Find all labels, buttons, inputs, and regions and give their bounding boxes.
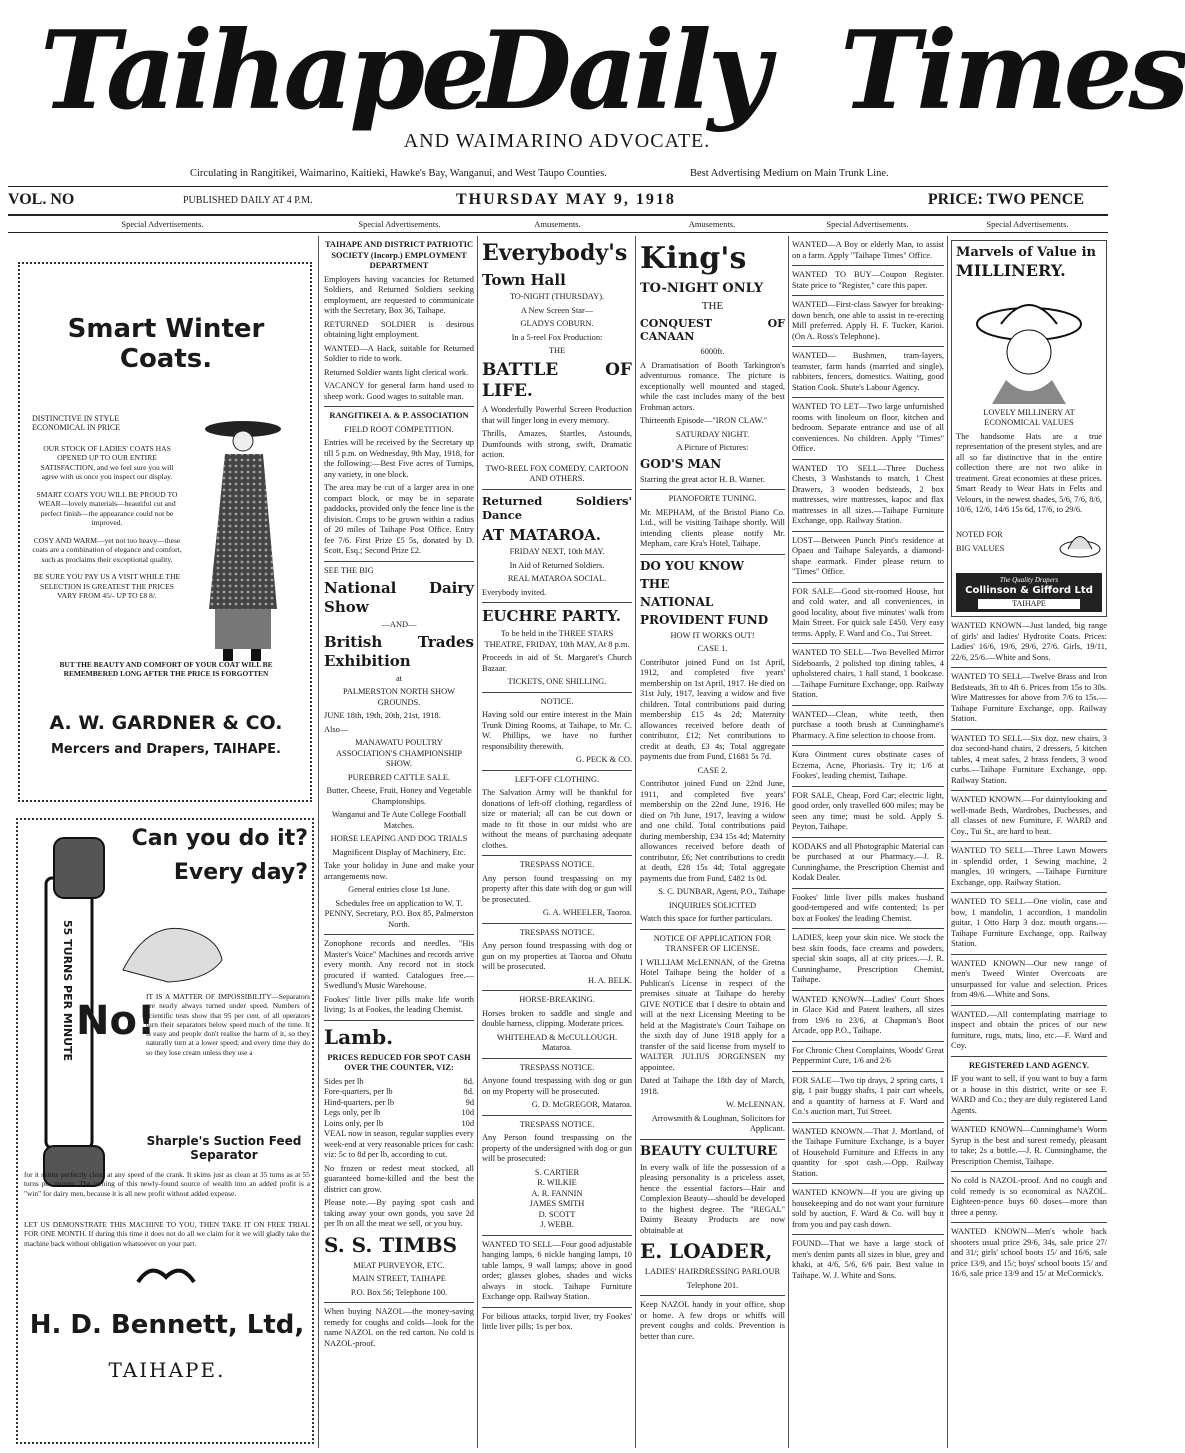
price-item: Loins only, per lb	[324, 1118, 384, 1128]
divider	[640, 929, 785, 930]
divider	[482, 855, 632, 856]
classified-ad: WANTED KNOWN—Men's whole back shooters usual price 29/6, 34s, sale price 27/ and 31/; girls' school boots 15/ and 16/6, sale price 13/9, and 15/; boys' school boots 15/ and 16/6, sale price 13/9 and 15/ at McCormick's.	[951, 1227, 1107, 1278]
issue-price: PRICE: TWO PENCE	[927, 191, 1084, 208]
divider	[482, 1058, 632, 1059]
divider	[792, 459, 944, 460]
price-item: Legs only, per lb	[324, 1108, 381, 1117]
kings-title: King's	[640, 241, 747, 276]
ad-text: To be held in the THREE STARS THEATRE, FRIDAY, 10th MAY, At 8 p.m.	[484, 629, 630, 649]
separator-firm: H. D. Bennett, Ltd,	[29, 1310, 305, 1340]
logo-name: Collinson & Gifford Ltd	[965, 584, 1093, 596]
npf-heading: DO YOU KNOW	[640, 558, 745, 573]
ad-text: Please note.—By paying spot cash and taking away your own goods, you save 2d per lb on all the meat we sell, or you buy.	[324, 1198, 474, 1228]
dateline	[8, 191, 1108, 213]
divider	[792, 643, 944, 644]
ad-text: Any Person found trespassing on the property of the undersigned with dog or gun will be prosecuted:	[482, 1133, 632, 1163]
masthead-title-word-3: Times	[840, 8, 1185, 134]
ad-text: SEE THE BIG	[324, 565, 374, 575]
divider	[792, 295, 944, 296]
classified-ad: WANTED.—All contemplating marriage to inspect and obtain the prices of our new furniture, rugs, mats, lino, etc.—F. Ward and Coy.	[951, 1009, 1107, 1050]
classified-ad: WANTED TO SELL—Three Duchess Chests, 3 Washstands to match, 1 Chest Drawers, 3 wooden bedsteads, 2 box mattresses, wire mattresses, kapoc and flax mattresses in all sizes.—Taihape Furniture Exchange, opp. Railway Station.	[792, 463, 944, 525]
divider	[951, 729, 1107, 730]
classified-ad: WANTED— Bushmen, tram-layers, teamster, farm hands (married and single), rabbiters, fencers, domestics. Waiting, good Station Cook. Shute's Labour Agency.	[792, 351, 944, 392]
ad-signature: H. A. BELK.	[588, 975, 632, 985]
kings-when: TO-NIGHT ONLY	[640, 280, 764, 296]
notice-heading: TRESPASS NOTICE.	[519, 1062, 595, 1072]
divider	[951, 790, 1107, 791]
divider	[792, 745, 944, 746]
masthead-title-word-1: Taihape	[40, 8, 486, 134]
classified-ad: WANTED KNOWN—Cunninghame's Worm Syrup is the best and surest remedy, pleasant to take; 2s a bottle.—J. R. Cunninghame, the Prescription Chemist, Taihape.	[951, 1125, 1107, 1166]
hat-illustration	[1058, 519, 1102, 569]
ad-text: Also—	[324, 724, 349, 734]
coats-paragraph: BE SURE YOU PAY US A VISIT WHILE THE SELECTION IS GREATEST THE PRICES VARY FROM 45/- UP TO £8 8/.	[33, 572, 181, 601]
sharples-separator-ad	[16, 818, 314, 1444]
case-heading: CASE 2.	[697, 765, 728, 775]
divider	[792, 397, 944, 398]
signatory: JAMES SMITH	[529, 1199, 585, 1208]
ad-text: Everybody invited.	[482, 587, 547, 597]
column-rule	[318, 236, 319, 1448]
coats-closing: BUT THE BEAUTY AND COMFORT OF YOUR COAT WILL BE REMEMBERED LONG AFTER THE PRICE IS FORGOTTEN	[59, 660, 273, 678]
coats-paragraph: OUR STOCK OF LADIES' COATS HAS OPENED UP TO OUR ENTIRE SATISFACTION, and we feel sure you will agree with us once you inspect our display.	[40, 444, 174, 482]
price-item: Hind-quarters, per lb	[324, 1097, 395, 1107]
loader-name: E. LOADER,	[640, 1239, 773, 1264]
millinery-noted	[956, 519, 1102, 569]
divider	[640, 489, 785, 490]
ad-text: A Wonderfully Powerful Screen Production that will linger long in every memory.	[482, 405, 632, 425]
notice-heading: NOTICE.	[540, 696, 574, 706]
ad-text: MAIN STREET, TAIHAPE	[352, 1274, 446, 1283]
divider	[792, 1071, 944, 1072]
ad-text: RETURNED SOLDIER is desirous obtaining light employment.	[324, 319, 474, 339]
divider	[792, 705, 944, 706]
lamb-subheading: PRICES REDUCED FOR SPOT CASH OVER THE COUNTER, VIZ:	[327, 1052, 471, 1072]
divider	[792, 531, 944, 532]
divider	[792, 1122, 944, 1123]
ad-text: THE	[548, 346, 566, 356]
classified-ad: WANTED—A Boy or elderly Man, to assist on a farm. Apply "Taihape Times" Office.	[792, 240, 944, 260]
euchre-title: EUCHRE PARTY.	[482, 607, 621, 626]
ad-text: In every walk of life the possession of a pleasing personality is a priceless asset, hence the essential factors—Hair and Complexion Beauty—should be developed to the highest degree. The "REGAL" Dainty Beauty Products are now obtainable at	[640, 1162, 785, 1235]
divider	[792, 582, 944, 583]
notice-heading: TRESPASS NOTICE.	[519, 1119, 595, 1129]
ad-text: PALMERSTON NORTH SHOW GROUNDS.	[342, 687, 456, 707]
ad-text: Entries will be received by the Secretary up till 5 p.m. on Wednesday, 9th May, 1918, for the following:—Best Five acres of Turnips, any variety, in one block.	[324, 438, 474, 479]
ad-text: Watch this space for further particulars.	[640, 914, 773, 923]
divider	[792, 346, 944, 347]
divider	[482, 1115, 632, 1116]
price-value: 9d	[465, 1097, 474, 1107]
coats-paragraph: SMART COATS YOU WILL BE PROUD TO WEAR—lovely materials—beautiful cut and perfect finish—the appearance could not be improved.	[36, 489, 178, 528]
ad-text: Butter, Cheese, Fruit, Honey and Vegetable Championships.	[326, 786, 472, 806]
beauty-culture-title: BEAUTY CULTURE	[640, 1143, 778, 1159]
column-heading: Amusements.	[534, 219, 581, 229]
ad-text: Schedules free on application to W. T. PENNY, Secretary, P.O. Box 85, Palmerston North.	[324, 898, 474, 929]
npf-subheading: HOW IT WORKS OUT!	[670, 630, 755, 640]
price-value: 10d	[461, 1108, 474, 1117]
separator-town: TAIHAPE.	[108, 1358, 226, 1382]
noted-label: NOTED FOR	[956, 530, 1003, 540]
separator-offer: LET US DEMONSTRATE THIS MACHINE TO YOU, THEN TAKE IT ON FREE TRIAL FOR ONE MONTH. If during this time it does not do all we claim for it we will gladly take the machine back without obligation whatsoever on your part.	[24, 1220, 310, 1248]
ad-text: Dated at Taihape the 18th day of March, 1918.	[640, 1076, 785, 1096]
ad-text: VEAL now in season, regular supplies every week-end at very reasonable prices for cash: viz: 5c to 8d per lb, according to cut.	[324, 1129, 474, 1159]
divider	[8, 214, 1108, 216]
ad-text: The area may be cut of a larger area in one compact block, or may be in separate paddocks, provided only the fence line is the division. Crops to be grown within a radius of 20 miles of Taihape Post Office. Entry fee 7/6. First Prize £5 5s, donated by D. Scott, Esq.; Second Prize £2.	[324, 483, 474, 555]
price-value: 8d.	[463, 1076, 474, 1086]
battle-of-life-title: BATTLE OF LIFE.	[482, 359, 632, 401]
logo-tagline: The Quality Drapers	[999, 575, 1059, 584]
classified-ad: Fookes' little liver pills makes husband good-tempered and wife contented; 1s per box at Fookes' the leading Chemist.	[792, 892, 944, 923]
ad-text: TO-NIGHT (THURSDAY).	[509, 292, 605, 302]
divider	[8, 232, 1108, 233]
divider	[951, 1171, 1107, 1172]
crank-speed-label: 55 TURNS PER MINUTE	[61, 920, 74, 1062]
ad-signature: Arrowsmith & Loughnan, Solicitors for Applicant.	[651, 1113, 785, 1133]
case-heading: CASE 1.	[697, 644, 728, 653]
notice-heading: TRESPASS NOTICE.	[519, 927, 595, 937]
ad-text: TICKETS, ONE SHILLING.	[507, 677, 607, 686]
divider	[792, 1041, 944, 1042]
ad-text: Returned Soldier wants light clerical work.	[324, 367, 469, 377]
classified-ad: FOR SALE—Two tip drays, 2 spring carts, 1 gig, 1 pair buggy shafts, 1 pair cart wheels, and a quantity of harness at F. Ward and Co.'s auction mart, Tui Street.	[792, 1075, 944, 1116]
separator-no: No!	[76, 998, 156, 1044]
ad-text: Proceeds in aid of St. Margaret's Church Bazaar.	[482, 653, 632, 673]
divider	[792, 928, 944, 929]
association-heading: RANGITIKEI A. & P. ASSOCIATION	[329, 411, 469, 420]
column-heading: Special Advertisements.	[358, 219, 441, 229]
ad-text: REAL MATAROA SOCIAL.	[507, 574, 607, 584]
ad-text: No frozen or redest meat stocked, all guaranteed home-killed and the best the district can grow.	[324, 1163, 474, 1194]
divider	[951, 1005, 1107, 1006]
land-agency-heading: REGISTERED LAND AGENCY.	[969, 1060, 1089, 1070]
ad-text: Horses broken to saddle and single and double harness, clipping. Moderate prices.	[482, 1008, 632, 1028]
column-rule	[947, 236, 948, 1448]
divider	[640, 1295, 785, 1296]
notice-heading: TRESPASS NOTICE.	[519, 860, 595, 869]
noted-block	[956, 530, 1004, 557]
divider	[640, 554, 785, 555]
conquest-title: CONQUEST OF CANAAN	[640, 316, 785, 344]
divider	[951, 954, 1107, 955]
circulation-line: Circulating in Rangitikei, Waimarino, Kaitieki, Hawke's Bay, Wanganui, and West Taupo Counties.	[190, 168, 607, 179]
ad-text: Zonophone records and needles. "His Master's Voice" Machines and records arrive every month. Any record not in stock procured if wanted. Catalogues free.—Swedlund's Music Warehouse.	[324, 939, 474, 990]
divider	[792, 265, 944, 266]
ad-text: at	[395, 673, 403, 683]
classified-ad: WANTED TO SELL—Six doz. new chairs, 3 doz second-hand chairs, 2 dressers, 5 kitchen tables, 4 meat safes, 2 brass fenders, 3 wood curbs.—Taihape Furniture Exchange, opp. Railway Station.	[951, 733, 1107, 785]
signatory: D. SCOTT	[538, 1209, 576, 1219]
ad-text: GLADYS COBURN.	[520, 319, 594, 329]
ad-text: In Aid of Returned Soldiers.	[509, 560, 605, 570]
price-row	[324, 1077, 474, 1088]
separator-headline-2: Every day?	[173, 860, 308, 885]
patriotic-society-heading: TAIHAPE AND DISTRICT PATRIOTIC SOCIETY (Incorp.) EMPLOYMENT DEPARTMENT	[324, 240, 474, 270]
divider	[324, 561, 474, 562]
millinery-ad	[951, 240, 1107, 617]
divider	[324, 406, 474, 407]
divider	[792, 786, 944, 787]
ad-text: FRIDAY NEXT, 10th MAY.	[509, 547, 605, 557]
ad-text: Having sold our entire interest in the Main Trunk Dining Rooms, at Taihape, to Mr. C. W. Phillips, we have no further responsibility therewith.	[482, 710, 632, 751]
ad-signature: G. D. McGREGOR, Mataroa.	[531, 1100, 632, 1109]
ad-text: Magnificent Display of Machinery, Etc.	[332, 847, 466, 857]
ad-text: Fookes' little liver pills make life worth living; 1s at Fookes, the leading Chemist.	[324, 994, 474, 1014]
notice-heading: NOTICE OF APPLICATION FOR TRANSFER OF LICENSE.	[653, 933, 772, 953]
divider	[482, 990, 632, 991]
classified-ad: LADIES, keep your skin nice. We stock the best skin foods, face creams and powders, special skin soaps, all at city prices.—J. R. Cunninghame, Prescription Chemist, Taihape.	[792, 933, 944, 984]
millinery-title-2: MILLINERY.	[956, 261, 1066, 281]
divider	[792, 1183, 944, 1184]
price-row	[324, 1108, 474, 1119]
millinery-title-1: Marvels of Value in	[956, 245, 1096, 260]
column-2	[324, 240, 474, 1446]
ad-text: WANTED—A Hack, suitable for Returned Soldier to ride to work.	[324, 343, 474, 363]
column-5	[792, 240, 944, 1446]
divider	[792, 837, 944, 838]
classified-ad: WANTED TO BUY—Coupon Register. State price to "Register," care this paper.	[792, 270, 944, 290]
notice-heading: HORSE-BREAKING.	[519, 995, 595, 1004]
column-rule	[635, 236, 636, 1448]
ad-text: The Salvation Army will be thankful for donations of left-off clothing, regardless of size or material; all can be cut down or made to fit those in our midst who are without the means of purchasing adequate clothes.	[482, 788, 632, 850]
ad-text: JUNE 18th, 19th, 20th, 21st, 1918.	[324, 711, 441, 720]
ad-text: For bilious attacks, torpid liver, try Fookes' little liver pills; 1s per box.	[482, 1311, 632, 1331]
divider	[951, 1120, 1107, 1121]
masthead	[0, 0, 1185, 190]
ad-text: VACANCY for general farm hand used to sheep work. Good wages to suitable man.	[324, 381, 474, 401]
divider	[482, 692, 632, 693]
ad-text: HORSE LEAPING AND DOG TRIALS	[330, 834, 468, 843]
classified-ad: LOST—Between Punch Pint's residence at Opaea and Taihape Saleyards, a diamond-shape earmark. Finder please return to "Times" Office.	[792, 535, 944, 576]
millinery-text: The handsome Hats are a true representation of the present styles, and are all so far distinctive that in the entire collection there are not two alike in treatment. Great economies at these prices. Smart Ready to Wear Hats in Felts and Velours, in the newest shades, 5/6, 7/6, 8/6, 10/6, 12/6, 14/6 15s 6d, 17/6, to 29/6.	[956, 431, 1102, 515]
ad-text: TWO-REEL FOX COMEDY. CARTOON AND OTHERS.	[485, 463, 629, 484]
ad-subheading: FIELD ROOT COMPETITION.	[344, 424, 454, 434]
column-heading: Special Advertisements.	[826, 219, 909, 229]
classified-ad: WANTED—First-class Sawyer for breaking-down bench, one able to assist in re-erecting Mill preferred. Apply H. F. Tucker, Karioi. (On A. Ross's Telephone).	[792, 300, 944, 341]
npf-heading: PROVIDENT FUND	[640, 612, 769, 627]
masthead-subtitle: AND WAIMARINO ADVOCATE.	[403, 130, 711, 152]
ad-text: SATURDAY NIGHT.	[675, 429, 750, 439]
woman-in-coat-illustration	[185, 409, 295, 669]
signatory: A. R. FANNIN	[531, 1188, 583, 1198]
ad-text: Mr. MEPHAM, of the Bristol Piano Co. Ltd., will be visiting Taihape shortly. Will intending clients please notify Mr. Mepham, care Kra's Hotel, Taihape.	[640, 507, 785, 548]
ad-signature: G. PECK & CO.	[575, 755, 632, 764]
column-6	[951, 240, 1107, 1446]
ornament	[136, 1262, 196, 1292]
dance-location: AT MATAROA.	[482, 525, 601, 544]
hat-woman-illustration	[956, 284, 1102, 404]
ad-text: INQUIRIES SOLICITED	[668, 900, 757, 910]
ad-text: —AND—	[381, 619, 417, 629]
divider	[8, 186, 1108, 187]
lamb-title: Lamb.	[324, 1024, 394, 1049]
ad-text: Take your holiday in June and make your arrangements now.	[324, 861, 474, 881]
divider	[324, 1302, 474, 1303]
classified-ad: WANTED KNOWN—Our new range of men's Tweed Winter Overcoats are unsurpassed for value and selection. Prices from 49/6.—White and Sons.	[951, 958, 1107, 999]
npf-heading: NATIONAL	[640, 594, 714, 609]
divider	[951, 841, 1107, 842]
divider	[640, 1139, 785, 1140]
town-hall-subtitle: Town Hall	[482, 270, 566, 289]
separator-paragraph: for it skims perfectly clean at any speed of the crank. It skims just as clean at 35 turns as at 55 turns per minute. The turning of this newly-found source of wealth into an added profit is a "win" for dairy men, because it is all new profit without added expense.	[24, 1170, 310, 1198]
ad-text: Starring the great actor H. B. Warner.	[640, 474, 765, 484]
lamb-price-list	[324, 1077, 474, 1130]
notice-heading: PIANOFORTE TUNING.	[668, 494, 757, 503]
separator-product-name: Sharple's Suction Feed Separator	[146, 1134, 302, 1162]
divider	[792, 888, 944, 889]
column-3	[482, 240, 632, 1446]
divider	[792, 1234, 944, 1235]
coats-firm: A. W. GARDNER & CO.	[49, 712, 283, 734]
divider	[324, 1020, 474, 1021]
column-heading: Special Advertisements.	[986, 219, 1069, 229]
divider	[482, 770, 632, 771]
trades-exhibition-title: British Trades Exhibition	[324, 633, 474, 670]
ad-text: MEAT PURVEYOR, ETC.	[353, 1260, 445, 1270]
ad-text: Telephone 201.	[686, 1280, 739, 1290]
coats-paragraph: COSY AND WARM—yet not too heavy—these coats are a combination of elegance and comfort, such as proclaims their exceptional quality.	[32, 535, 182, 564]
column-rule	[477, 236, 478, 1448]
noted-label: BIG VALUES	[956, 543, 1005, 553]
ad-text: Any person found trespassing on my property after this date with dog or gun will be prosecuted.	[482, 873, 632, 904]
classified-ad: FOR SALE, Cheap, Ford Car; electric light, good order, only travelled 600 miles; may be seen any time; must be sold. Apply S. Peyton, Taihape.	[792, 790, 944, 831]
divider	[482, 1235, 632, 1236]
classified-ad: WANTED TO SELL—Three Lawn Mowers in splendid order, 1 Sewing machine, 2 mangles, 10 wringers, —Taihape Furniture Exchange, opp. Railway Station.	[951, 846, 1107, 887]
ad-text: 6000ft.	[700, 347, 725, 356]
logo-town: TAIHAPE	[978, 599, 1080, 609]
price-value: 8d.	[463, 1087, 474, 1096]
ad-signature: S. C. DUNBAR, Agent, P.O., Taihape	[658, 887, 785, 896]
timbs-name: S. S. TIMBS	[324, 1232, 458, 1257]
classified-ad: No cold is NAZOL-proof. And no cough and cold remedy is so economical as NAZOL. Eighteen-pence buys 60 doses—more than three a penny.	[951, 1176, 1107, 1217]
ad-text: A New Screen Star—	[520, 305, 594, 315]
classified-ad: WANTED KNOWN.—For daintylooking and well-made Beds, Wardrobes, Duchesses, and all classes of new Furniture, F. WARD and Coy., Tui St., are hard to beat.	[951, 795, 1107, 836]
publication-note: PUBLISHED DAILY AT 4 P.M.	[183, 195, 313, 206]
divider	[951, 892, 1107, 893]
ad-text: THE	[701, 299, 724, 312]
price-row	[324, 1098, 474, 1109]
ad-text: P.O. Box 56; Telephone 100.	[350, 1287, 448, 1297]
dance-title: Returned Soldiers' Dance	[482, 493, 632, 523]
column-rule	[788, 236, 789, 1448]
npf-heading: THE	[640, 576, 670, 591]
price-item: Sides per lb	[324, 1076, 364, 1086]
ad-text: MANAWATU POULTRY ASSOCIATION'S CHAMPIONSHIP SHOW.	[336, 738, 462, 768]
volume-number: VOL. NO	[8, 191, 75, 208]
ad-text: I WILLIAM McLENNAN, of the Gretna Hotel Taihape being the holder of a Publican's License in respect of the premises situate at Taihape do hereby GIVE NOTICE that I desire to obtain and will at the next Licensing Meeting to be held at the Magistrate's Court Taihape on the sixth day of June 1918 apply for a transfer of the said license from myself to WALTER JULIUS JORGENSEN my appointee.	[640, 957, 785, 1072]
collinson-gifford-logo	[956, 573, 1102, 612]
classified-ad: WANTED TO SELL—Two Bevelled Mirror Sideboards, 2 polished top dining tables, 4 upholstered chairs, 1 hall stand, 1 bookcase.—Taihape Furniture Exchange, opp. Railway Station.	[792, 648, 944, 699]
ad-signature: W. McLENNAN.	[725, 1100, 785, 1109]
ad-signature: WHITEHEAD & McCULLOUGH. Mataroa.	[496, 1032, 618, 1052]
divider	[951, 1056, 1107, 1057]
divider	[482, 489, 632, 490]
advertising-line: Best Advertising Medium on Main Trunk Line.	[690, 168, 889, 179]
signatory: J. WEBB.	[540, 1220, 574, 1229]
separator-headline-1: Can you do it?	[131, 826, 308, 851]
issue-date: THURSDAY MAY 9, 1918	[456, 191, 676, 208]
ad-text: When buying NAZOL—the money-saving remedy for coughs and colds—look for the name NAZOL on the red carton. No cold is NAZOL-proof.	[324, 1307, 474, 1348]
ad-text: A Picture of Pictures:	[676, 443, 749, 452]
coats-text	[32, 444, 182, 609]
signatory: R. WILKIE	[537, 1178, 577, 1187]
ad-text: Anyone found trespassing with dog or gun on my Property will be prosecuted.	[482, 1076, 632, 1096]
classified-ad: WANTED TO LET—Two large unfurnished rooms with linoleum on floor, kitchen and bedroom. Separate entrance and use of all conveniences. No children. Apply "Times" Office.	[792, 402, 944, 453]
column-4	[640, 240, 785, 1446]
divider	[482, 602, 632, 603]
price-row	[324, 1119, 474, 1130]
classified-ad: WANTED TO SELL—Twelve Brass and Iron Bedsteads, 3ft to 4ft 6. Prices from 15s to 30s. Wire Mattresses for above from 7/6 to 15s.—Taihape Furniture Exchange, opp. Railway Station.	[951, 672, 1107, 723]
divider	[951, 667, 1107, 668]
gods-man-title: GOD'S MAN	[640, 456, 722, 471]
coats-address: Mercers and Drapers, TAIHAPE.	[51, 742, 281, 757]
price-item: Fore-quarters, per lb	[324, 1087, 393, 1096]
ad-text: Thirteenth Episode—"IRON CLAW."	[640, 416, 768, 425]
ad-text: General entries close 1st June.	[348, 885, 450, 894]
millinery-lead: LOVELY MILLINERY AT ECONOMICAL VALUES	[983, 407, 1075, 428]
separator-paragraph: IT IS A MATTER OF IMPOSSIBILITY—Separators are nearly always turned under speed. Numbers of scientific tests show that 95 per cent. of all operators turn their separators below speed much of the time. It is easy and people don't realise the harm of it, so they naturally turn at a lower speed; and every time they do so they lose cream unless they use a	[146, 992, 310, 1057]
town-hall-title: Everybody's	[482, 240, 628, 266]
classified-ad: WANTED TO SELL—One violin, case and bow, 1 mandolin, 1 accordion, 1 mandolin guitar, 1 Otto Harp 3 doz. mouth organs.—Taihape Furniture Exchange, opp. Railway Station.	[951, 897, 1107, 948]
dairy-show-title: National Dairy Show	[324, 579, 474, 616]
ad-text: Keep NAZOL handy in your office, shop or home. A few drops or whiffs will prevent coughs and colds. Prevention is better than cure.	[640, 1300, 785, 1341]
price-value: 10d	[461, 1118, 474, 1128]
ad-text: WANTED TO SELL—Four good adjustable hanging lamps, 6 nickle hanging lamps, 10 table lamps, 9 wall lamps; above in good order; glasses globes, shades and wicks always in stock. Taihape Furniture Exchange opp. Railway Station.	[482, 1239, 632, 1301]
classified-ad: Kura Ointment cures obstinate cases of Eczema, Acne, Phoriasis. Try it; 1/6 at Fookes', leading chemist, Taihape.	[792, 750, 944, 780]
ad-text: Thrills, Amazes, Startles, Astounds, Dumfounds with strong, swift, Dramatic action.	[482, 429, 632, 460]
notice-heading: LEFT-OFF CLOTHING.	[514, 774, 600, 784]
divider	[792, 990, 944, 991]
classified-ad: WANTED KNOWN—Ladies' Court Shoes in Glace Kid and Patent leathers, all sizes from 19/6 to 23/6, at Chapman's Boot Arcade, opp P.O., Taihape.	[792, 994, 944, 1035]
classified-ad: WANTED KNOWN—If you are giving up housekeeping and do not want your furniture sold by auction, F. Ward & Co. will buy it from you and pay cash down.	[792, 1188, 944, 1229]
classified-ad: KODAKS and all Photographic Material can be purchased at our Pharmacy.—J. R. Cunninghame, the Prescription Chemist and Kodak Dealer.	[792, 841, 944, 882]
divider	[324, 934, 474, 935]
ad-text: Employers having vacancies for Returned Soldiers, and Returned Soldiers seeking employment, are requested to communicate with the Secretary, Box 36, Taihape.	[324, 274, 474, 315]
divider	[482, 923, 632, 924]
column-heading: Special Advertisements.	[121, 219, 204, 229]
ad-text: In a 5-reel Fox Production:	[511, 332, 603, 342]
price-row	[324, 1087, 474, 1098]
coats-lead: DISTINCTIVE IN STYLE ECONOMICAL IN PRICE	[32, 414, 121, 432]
ad-text: PUREBRED CATTLE SALE.	[347, 772, 451, 782]
ad-text: A Dramatisation of Booth Tarkington's adventurous romance. The picture is exceptionally well mounted and staged, while the cast includes many of the best Frohman actors.	[640, 360, 785, 412]
classified-ad: WANTED KNOWN—Just landed, big range of girls' and ladies' Hydrotite Coats. Prices: Ladies' 16/6, 19/6, 29/6, 27/6. Girls, 19/11, 22/6, 25/6.—White and Sons.	[951, 621, 1107, 662]
classified-ad: IF you want to sell, if you want to buy a farm or a house in this district, write or see F. WARD and Co.; they are duly registered Land Agents.	[951, 1074, 1107, 1115]
divider	[951, 1222, 1107, 1223]
gardner-coats-ad	[18, 262, 312, 802]
classified-ad: WANTED KNOWN.—That J. Mortland, of the Taihape Furniture Exchange, is a buyer of Household Furniture and Effects in any quantity for spot cash.—Opp. Railway Station.	[792, 1126, 944, 1178]
ad-text: Contributor joined Fund on 1st April, 1912, and completed five years' membership on 1st April, 1917. He died on 31st July, 1917, leaving a widow and five children. Total contributions paid during membership £15 4s 2d; Maternity allowances received before death of contributor, £12; Net contributions to credit at death, £3 4s; Total aggregate payments due from Fund, £1681 5s 7d.	[640, 657, 785, 761]
ad-text: LADIES' HAIRDRESSING PARLOUR	[644, 1267, 781, 1277]
ad-text: Wanganui and Te Aute College Football Matches.	[331, 810, 467, 830]
masthead-title-word-2: Daily	[478, 8, 767, 134]
signatory: S. CARTIER	[534, 1167, 580, 1177]
ad-text: Contributor joined Fund on 22nd June, 1911, and completed five years' membership on the 22nd June, 1916. He died on 7th June, 1917, leaving a widow and one child. Total contributions paid during membership, £34 15s 4d; Maternity allowances received before death of contributor, £6; Net contributions to credit at death, £28 15s 4d; Total aggregate payments due from Fund, £482 1s 0d.	[640, 779, 785, 883]
divider	[482, 1307, 632, 1308]
hand-illustration	[118, 910, 228, 990]
ad-signature: G. A. WHEELER, Taoroa.	[542, 908, 632, 917]
ad-text: Any person found trespassing with dog or gun on my properties at Taoroa and Ohutu will be prosecuted.	[482, 941, 632, 971]
classified-ad: FOR SALE—Good six-roomed House, hot and cold water, and all conveniences, in good locality, about five minutes' walk from Main Street. For quick sale £450. Very easy terms. Apply, F. Ward and Co., Tui Street.	[792, 586, 944, 638]
coats-title: Smart Winter Coats.	[67, 314, 265, 374]
classified-ad: FOUND—That we have a large stock of men's denim pants all sizes in blue, grey and khaki, at 4/6, 5/6, 6/6 pair. Best value in Taihape. W. J. White and Sons.	[792, 1239, 944, 1280]
column-heading: Amusements.	[688, 219, 736, 229]
classified-ad: WANTED—Clean, white teeth, then purchase a tooth brush at Cunninghame's Pharmacy. A fine selection to choose from.	[792, 709, 944, 740]
classified-ad: For Chronic Chest Complaints, Woods' Great Peppermint Cure, 1/6 and 2/6	[792, 1045, 944, 1065]
